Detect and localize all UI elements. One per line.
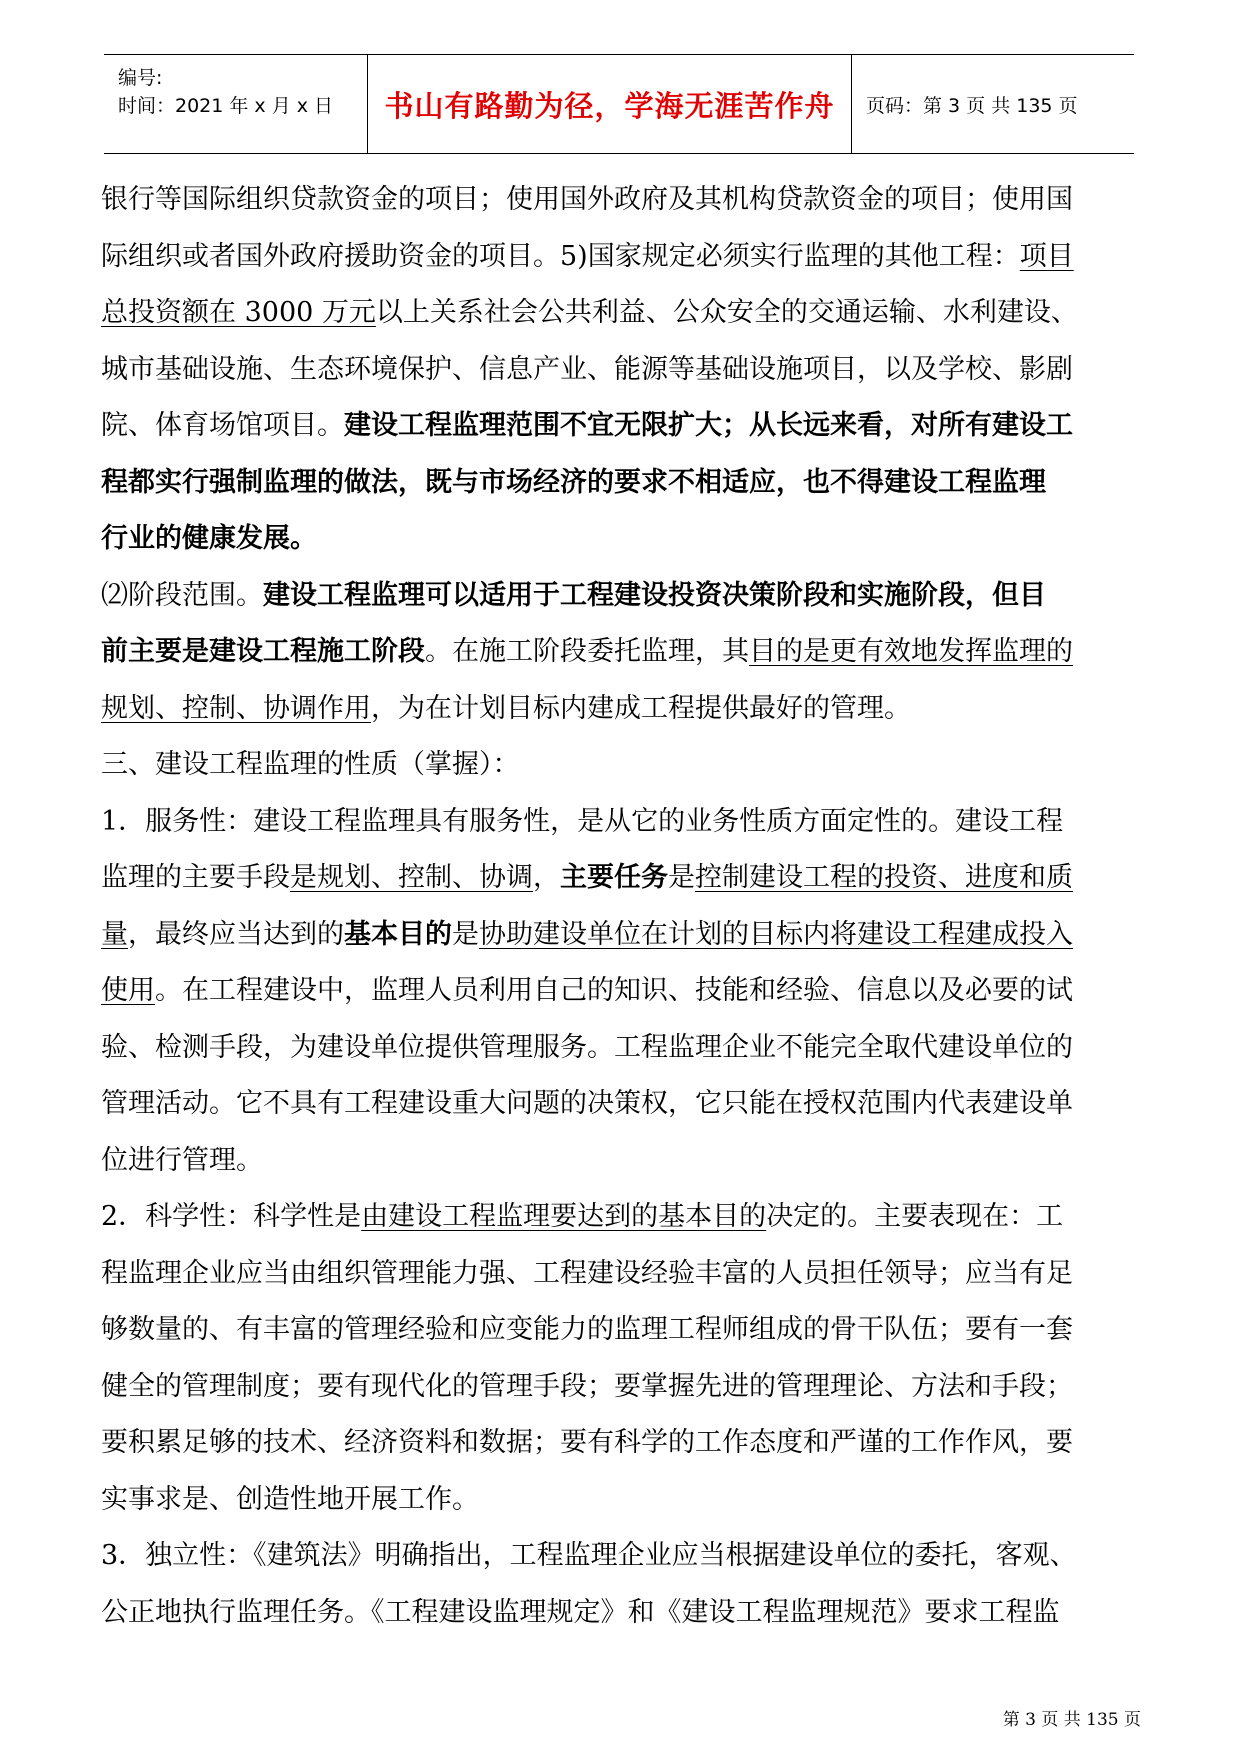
text-line: 2．科学性：科学性是由建设工程监理要达到的基本目的决定的。主要表现在：工 [101,1201,1064,1232]
document-date: 时间：2021 年 x 月 x 日 [118,95,334,117]
text-line: 够数量的、有丰富的管理经验和应变能力的监理工程师组成的骨干队伍；要有一套 [101,1314,1073,1345]
text-line: 位进行管理。 [101,1144,263,1176]
text-line: 程监理企业应当由组织管理能力强、工程建设经验丰富的人员担任领导；应当有足 [101,1257,1073,1289]
header-meta [104,55,368,153]
text-line: 管理活动。它不具有工程建设重大问题的决策权，它只能在授权范围内代表建设单 [101,1088,1073,1119]
text-line: 3．独立性：《建筑法》明确指出，工程监理企业应当根据建设单位的委托，客观、 [101,1540,1077,1571]
text-line: 际组织或者国外政府援助资金的项目。5)国家规定必须实行监理的其他工程：项目 [101,240,1074,272]
header-motto-cell [368,55,852,153]
text-line: 健全的管理制度；要有现代化的管理手段；要掌握先进的管理理论、方法和手段； [101,1370,1073,1402]
header-motto: 书山有路勤为径，学海无涯苦作舟 [384,88,835,123]
section-heading: 三、建设工程监理的性质（掌握）： [101,749,520,780]
text-line: 实事求是、创造性地开展工作。 [101,1483,479,1515]
text-line: 银行等国际组织贷款资金的项目；使用国外政府及其机构贷款资金的项目；使用国 [101,184,1073,215]
text-line: 规划、控制、协调作用，为在计划目标内建成工程提供最好的管理。 [101,692,911,724]
document-body [101,172,1141,1641]
text-line: 要积累足够的技术、经济资料和数据；要有科学的工作态度和严谨的工作作风，要 [101,1427,1073,1458]
text-line: 公正地执行监理任务。《工程建设监理规定》和《建设工程监理规范》要求工程监 [101,1596,1060,1628]
text-line: 1．服务性：建设工程监理具有服务性，是从它的业务性质方面定性的。建设工程 [101,805,1064,837]
page-footer-number: 第 3 页 共 135 页 [1002,1710,1141,1730]
page-header [104,54,1134,154]
text-line: 城市基础设施、生态环境保护、信息产业、能源等基础设施项目，以及学校、影剧 [101,353,1073,385]
text-line: 程都实行强制监理的做法，既与市场经济的要求不相适应，也不得建设工程监理 [101,466,1046,498]
text-line: 监理的主要手段是规划、控制、协调，主要任务是控制建设工程的投资、进度和质 [101,862,1073,893]
text-line: 院、体育场馆项目。建设工程监理范围不宜无限扩大；从长远来看，对所有建设工 [101,410,1073,441]
text-line: 量，最终应当达到的基本目的是协助建设单位在计划的目标内将建设工程建成投入 [101,918,1073,950]
text-line: 总投资额在 3000 万元以上关系社会公共利益、公众安全的交通运输、水利建设、 [101,297,1078,328]
document-number-label: 编号: [118,67,163,89]
text-line: 前主要是建设工程施工阶段。在施工阶段委托监理，其目的是更有效地发挥监理的 [101,636,1073,667]
text-line: ⑵阶段范围。建设工程监理可以适用于工程建设投资决策阶段和实施阶段，但目 [101,579,1046,611]
text-line: 验、检测手段，为建设单位提供管理服务。工程监理企业不能完全取代建设单位的 [101,1031,1073,1063]
header-page-info: 页码：第 3 页 共 135 页 [866,94,1078,117]
text-line: 使用。在工程建设中，监理人员利用自己的知识、技能和经验、信息以及必要的试 [101,975,1073,1006]
text-line: 行业的健康发展。 [101,523,317,554]
